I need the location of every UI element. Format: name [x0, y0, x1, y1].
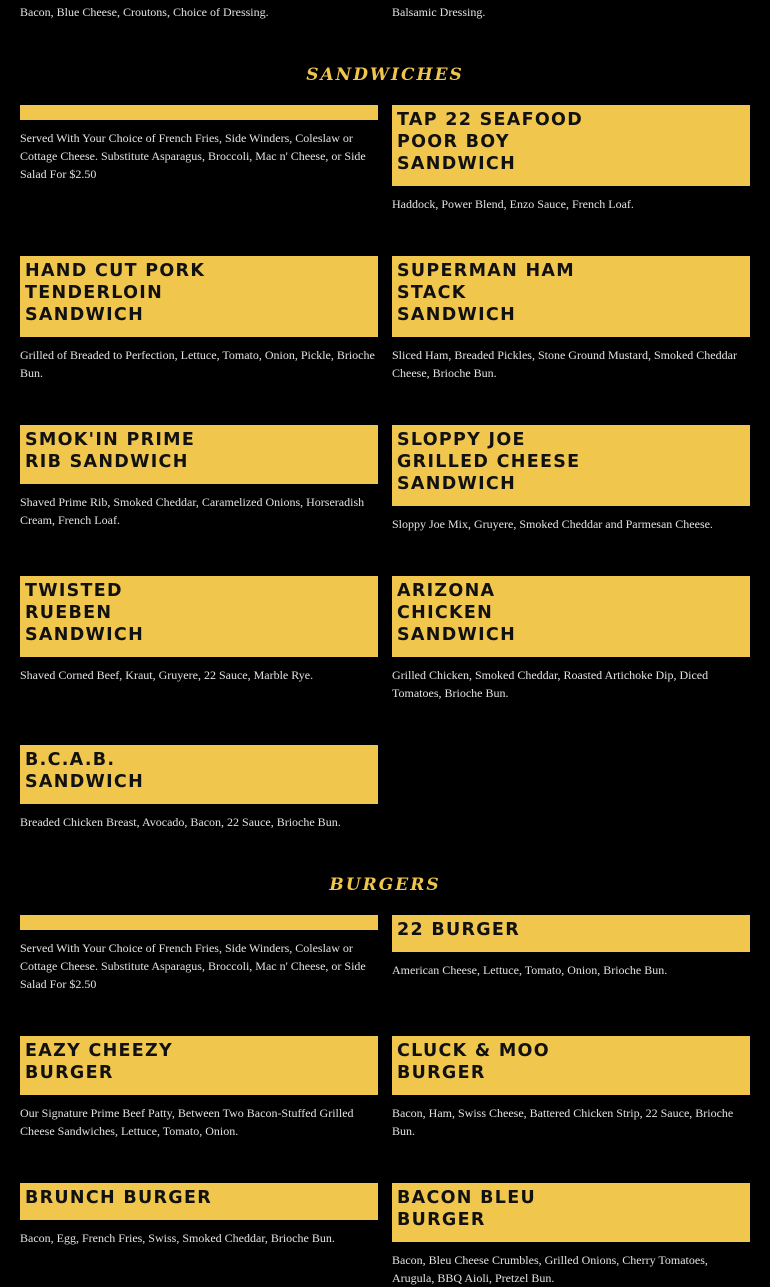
menu-item-title: TWISTED RUEBEN SANDWICH [20, 576, 378, 657]
menu-item-description: American Cheese, Lettuce, Tomato, Onion, Brioche Bun. [392, 963, 668, 977]
menu-item-title: CLUCK & MOO BURGER [392, 1036, 750, 1095]
menu-item-description: Bacon, Ham, Swiss Cheese, Battered Chicken Strip, 22 Sauce, Brioche Bun. [392, 1106, 734, 1138]
menu-item-description: Sliced Ham, Breaded Pickles, Stone Ground Mustard, Smoked Cheddar Cheese, Brioche Bun. [392, 348, 737, 380]
menu-item-description: Shaved Prime Rib, Smoked Cheddar, Caramelized Onions, Horseradish Cream, French Loaf. [20, 495, 365, 527]
menu-item-description: Grilled Chicken, Smoked Cheddar, Roasted Artichoke Dip, Diced Tomatoes, Brioche Bun. [392, 668, 709, 700]
menu-item-description: Haddock, Power Blend, Enzo Sauce, French Loaf. [392, 197, 634, 211]
menu-item-title: HAND CUT PORK TENDERLOIN SANDWICH [20, 256, 378, 337]
previous-item-description: Balsamic Dressing. [392, 5, 486, 19]
burgers-side-note: Served With Your Choice of French Fries, Side Winders, Coleslaw or Cottage Cheese. Substitute Asparagus, Broccoli, Mac n' Cheese, or Side Salad For $2.50 [20, 941, 366, 991]
menu-item-title: SMOK'IN PRIME RIB SANDWICH [20, 425, 378, 484]
menu-item-description: Breaded Chicken Breast, Avocado, Bacon, 22 Sauce, Brioche Bun. [20, 815, 341, 829]
menu-item-title: SLOPPY JOE GRILLED CHEESE SANDWICH [392, 425, 750, 506]
menu-item-description: Grilled of Breaded to Perfection, Lettuce, Tomato, Onion, Pickle, Brioche Bun. [20, 348, 375, 380]
menu-item-title: ARIZONA CHICKEN SANDWICH [392, 576, 750, 657]
menu-item-title: TAP 22 SEAFOOD POOR BOY SANDWICH [392, 105, 750, 186]
menu-item-description: Shaved Corned Beef, Kraut, Gruyere, 22 Sauce, Marble Rye. [20, 668, 314, 682]
menu-item-title: 22 BURGER [392, 915, 750, 952]
menu-item-description: Sloppy Joe Mix, Gruyere, Smoked Cheddar and Parmesan Cheese. [392, 517, 713, 531]
section-title-burgers: BURGERS [329, 875, 441, 895]
menu-item-title: BRUNCH BURGER [20, 1183, 378, 1220]
section-title-sandwiches: SANDWICHES [306, 65, 464, 85]
menu-item-title: BACON BLEU BURGER [392, 1183, 750, 1242]
menu-item-title: B.C.A.B. SANDWICH [20, 745, 378, 804]
menu-item-description: Bacon, Bleu Cheese Crumbles, Grilled Onions, Cherry Tomatoes, Arugula, BBQ Aioli, Pretzel Bun. [392, 1253, 708, 1285]
menu-item-title: EAZY CHEEZY BURGER [20, 1036, 378, 1095]
menu-item-description: Our Signature Prime Beef Patty, Between Two Bacon-Stuffed Grilled Cheese Sandwiches, Lettuce, Tomato, Onion. [20, 1106, 354, 1138]
menu-item-title: SUPERMAN HAM STACK SANDWICH [392, 256, 750, 337]
previous-item-description: Bacon, Blue Cheese, Croutons, Choice of Dressing. [20, 5, 269, 19]
section-note-header-bar [20, 915, 378, 930]
section-note-header-bar [20, 105, 378, 120]
menu-item-description: Bacon, Egg, French Fries, Swiss, Smoked Cheddar, Brioche Bun. [20, 1231, 335, 1245]
sandwiches-side-note: Served With Your Choice of French Fries, Side Winders, Coleslaw or Cottage Cheese. Substitute Asparagus, Broccoli, Mac n' Cheese, or Side Salad For $2.50 [20, 131, 366, 181]
